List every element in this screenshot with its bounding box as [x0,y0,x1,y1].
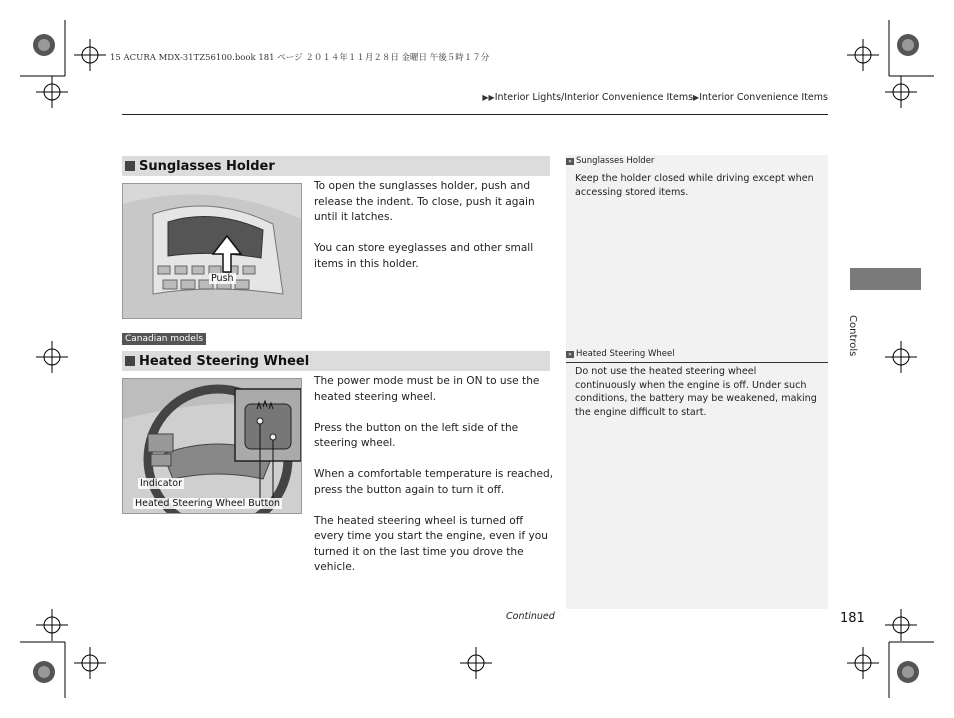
sunglasses-holder-figure [122,183,302,319]
sunglasses-body [314,179,554,288]
continued-label: Continued [506,611,555,622]
canadian-models-badge: Canadian models [122,333,206,345]
print-meta: 15 ACURA MDX-31TZ56100.book 181 ページ ２０１４年１１月２８日 金曜日 午後５時１７分 [110,53,490,63]
note-divider [566,362,828,363]
section-title: Heated Steering Wheel [139,353,310,369]
paragraph: When a comfortable temperature is reached, press the button again to turn it off. [314,468,554,496]
indicator-label: Indicator [140,478,182,489]
section-heading-heated [122,351,550,371]
note-body-heated: Do not use the heated steering wheel continuously when the engine is off. Under such conditions, the battery may be weakened, making the engine difficult to start. [575,366,817,418]
header-rule [122,114,828,115]
note-title-sunglasses: » Sunglasses Holder [566,156,654,166]
section-title: Sunglasses Holder [139,158,275,174]
note-icon: » [566,351,574,358]
section-square-icon [125,356,135,366]
paragraph: Press the button on the left side of the steering wheel. [314,421,519,449]
breadcrumb-arrow-icon: ▶ [693,93,700,102]
chapter-tab[interactable] [850,268,921,290]
note-icon: » [566,158,574,165]
steering-wheel-illustration [123,379,301,513]
breadcrumb-item[interactable]: Interior Lights/Interior Convenience Items [494,92,694,103]
breadcrumb-item[interactable]: Interior Convenience Items [699,92,828,103]
heated-button-label: Heated Steering Wheel Button [135,498,281,509]
heated-body [314,374,554,591]
heated-steering-figure [122,378,302,514]
section-heading-sunglasses [122,156,550,176]
page-number: 181 [840,611,865,626]
paragraph: You can store eyeglasses and other small items in this holder. [314,242,534,270]
sunglasses-holder-illustration [123,184,301,318]
paragraph: The heated steering wheel is turned off every time you start the engine, even if you turned it on the last time you drove the vehicle. [314,514,548,573]
paragraph: To open the sunglasses holder, push and release the indent. To close, push it again until it latches. [314,180,535,223]
section-square-icon [125,161,135,171]
breadcrumb-arrow-icon: ▶▶ [482,93,495,102]
push-label: Push [211,273,234,284]
paragraph: The power mode must be in ON to use the heated steering wheel. [314,375,540,403]
breadcrumb [482,92,828,103]
note-title-heated: » Heated Steering Wheel [566,349,675,359]
chapter-tab-label: Controls [847,315,858,357]
note-body-sunglasses: Keep the holder closed while driving except when accessing stored items. [575,173,814,198]
